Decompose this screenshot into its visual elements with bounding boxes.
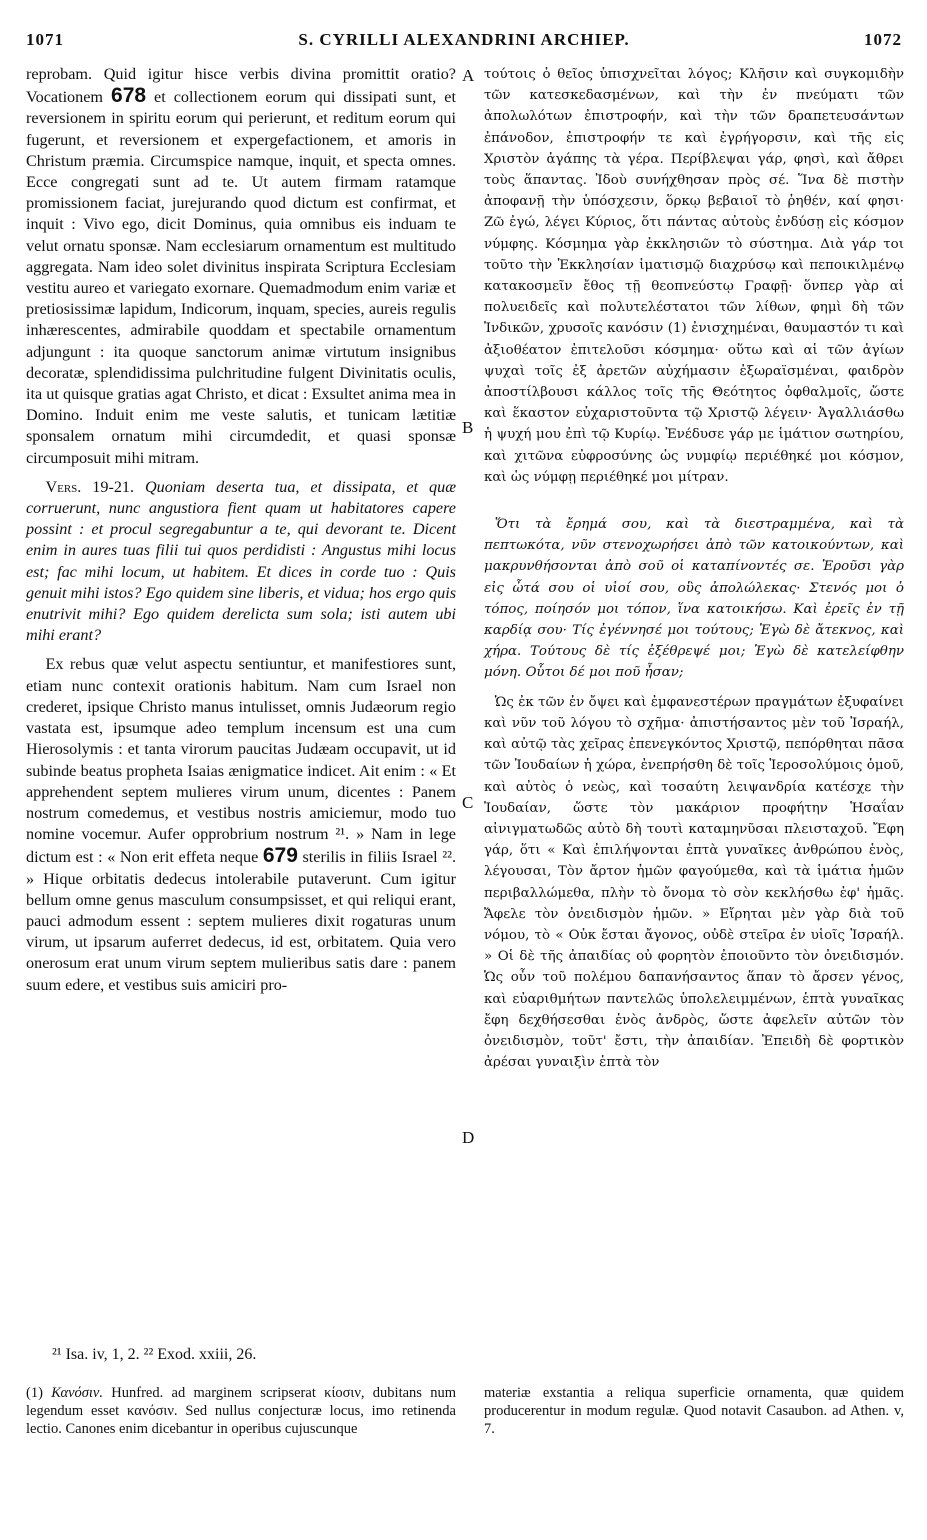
verse-text: Quoniam deserta tua, et dissipata, et quæ corruerunt, nunc angustiora fient quam ut habitatores capere possint : et procul segregabuntur a te, qui devorant te. Dicent enim in aures tuas filii tui quos perdidisti : Angustus mihi locus est; fac mihi locum, ut habitem. Et dices in corde tuo : Quis genuit mihi istos? Ego quidem sine liberis, et vidua; hos ergo quis enutrivit mihi? Ego quidem derelicta sum sola; isti autem ubi mihi erant? xyxy=(26,477,456,645)
latin-text: Ex rebus quæ velut aspectu sentiuntur, et manifestiores sunt, etiam nunc contexit orationis habitum. Nam cum Israel non crederet, ipsique Christo manus intulisset, omnis Judæorum regio vastata est, ipsumque adeo templum incensum est una cum Hierosolymis : et tanta virorum paucitas Judæam occupavit, ut id subinde beatus propheta Isaias ænigmatice indicet. Ait enim : « Et apprehendent septem mulieres virum unum, dicentes : Panem nostrum comedemus, et vestibus nostris amiciemur, modo tuo nomine vocemur. Aufer opprobrium nostrum ²¹. » Nam in lege dictum est : « Non erit effeta neque xyxy=(26,655,456,867)
column-marker-678: 678 xyxy=(111,84,147,108)
running-title: S. CYRILLI ALEXANDRINI ARCHIEP. xyxy=(298,30,630,49)
page-header xyxy=(26,30,902,56)
footnote-right xyxy=(484,1384,904,1438)
greek-paragraph-1: τούτοις ὁ θεῖος ὑπισχνεῖται λόγος; Κλῆσιν καὶ συγκομιδὴν τῶν κατεσκεδασμένων, καὶ τὴν ἐν πνεύματι τῶν ἀπολωλότων ἐπιστροφήν, καὶ τὴν τῶν δραπετευσάντων ἐπάνοδον, ἐπιστροφήν τε καὶ ἐγρήγορσιν, καὶ τῆς εἰς Χριστὸν ἀγάπης τὰ γέρα. Περίβλεψαι γάρ, φησὶ, καὶ ἄθρει τοὺς ἅπαντας. Ἰδοὺ συνήχθησαν πρὸς σέ. Ἵνα δὲ πιστὴν ἀποφανῇ τὴν ὑπόσχεσιν, ὅρκῳ βεβαιοῖ τὸ ῥηθέν, καί φησι· Ζῶ ἐγώ, λέγει Κύριος, ὅτι πάντας αὐτοὺς ἐνδύσῃ εἰς κόσμον νύμφης. Κόσμημα γὰρ ἐκκλησιῶν τὸ σύστημα. Διὰ γάρ τοι τοῦτο τὴν Ἐκκλησίαν ἱματισμῷ διαχρύσῳ καὶ πεποικιλμένῳ κατακοσμεῖν ἔθος τῇ θεοπνεύστῳ Γραφῇ· ὅνπερ γὰρ αἱ πολυειδεῖς καὶ πολυτελέστατοι τῶν λίθων, φημὶ δὴ τῶν Ἰνδικῶν, χρυσοῖς κανόσιν (1) ἐνισχημέναι, θαυμαστόν τι καὶ ἀξιοθέατον ἐπιτελοῦσι κόσμημα· οὕτω καὶ αἱ τῶν ἁγίων ψυχαὶ τοῖς ἐξ ἀρετῶν αὐχήμασιν ἐξωραϊσμέναι, φαιδρὸν ἀποστίλβουσι κάλλος τοῖς τῆς Θεότητος ὀφθαλμοῖς, ὥστε καὶ ἕκαστον εὐχαριστοῦντα τῷ Χριστῷ λέγειν· Ἀγαλλιάσθω ἡ ψυχή μου ἐπὶ τῷ Κυρίῳ. Ἐνέδυσε γάρ με ἱμάτιον σωτηρίου, καὶ χιτῶνα εὐφροσύνης ὡς νυμφίῳ περιέθηκέ μοι κόσμον, καὶ ὡς νύμφῃ περιέθηκέ μοι μίτραν. xyxy=(484,67,904,485)
latin-text: reprobam. Quid igitur hisce verbis divina promittit oratio? Vocationem xyxy=(26,65,456,107)
footnote-lemma: Κανόσιν. xyxy=(51,1385,103,1401)
footnote-text-continued: materiæ exstantia a reliqua superficie ornamenta, quæ quidem producerentur in modum regulæ. Quod notavit Casaubon. ad Athen. v, 7. xyxy=(484,1385,904,1437)
verse-label: Vers. 19-21. xyxy=(45,477,135,496)
latin-verse-paragraph xyxy=(26,477,456,647)
latin-text: et collectionem eorum qui dissipati sunt, et reversionem in spiritu eorum qui perierunt, et reditum eorum qui fugerunt, et reversionem et expergefactionem, et amoris in Christum præmia. Circumspice namque, inquit, et specta omnes. Ecce congregati sunt ad te. Ut autem firmam ratamque promissionem faciat, jurejurando quod dictum est confirmat, et inquit : Vivo ego, dicit Dominus, quia omnibus eis induam te velut ornatu sponsæ. Nam ecclesiarum ornamentum est multitudo aggregata. Nam ideo solet divinitus inspirata Scriptura Ecclesiam vestitu aureo et variegato exornare. Quemadmodum enim variæ et pretiosissimæ lapidum, Indicorum, inquam, species, aureis regulis inhærescentes, admirabile quoddam et spectabile ornamentum adjungunt : ita quoque sanctorum animæ virtutum insignibus decoratæ, splendidissima pulchritudine fulgent Divinitatis oculis, ita ut quisque gratias agat Christo, et dicat : Exsultet anima mea in Domino. Induit enim me veste salutis, et tunicam lætitiæ sponsalem ornatum mihi circumdedit, et quasi sponsæ circumposuit mihi mitram. xyxy=(26,88,456,467)
greek-verse: Ὅτι τὰ ἔρημά σου, καὶ τὰ διεστραμμένα, καὶ τὰ πεπτωκότα, νῦν στενοχωρήσει ἀπὸ τῶν κατοικούντων, καὶ μακρυνθήσονται ἀπὸ σοῦ οἱ καταπίνοντές σε. Ἐροῦσι γὰρ εἰς ὦτά σου οἱ υἱοί σου, οὓς ἀπολώλεκας· Στενός μοι ὁ τόπος, ποίησόν μοι τόπον, ἵνα κατοικήσω. Καὶ ἐρεῖς ἐν τῇ καρδίᾳ σου· Τίς ἐγέννησέ μοι τούτους; Ἐγὼ δὲ ἄτεκνος, καὶ χήρα. Τούτους δὲ τίς ἐξέθρεψέ μοι; Ἐγὼ δὲ κατελείφθην μόνη. Οὗτοι δέ μοι ποῦ ἦσαν; xyxy=(484,517,904,681)
margin-letter-b: B xyxy=(462,418,474,437)
footnote-text: Hunfred. ad marginem scripserat κίοσιν, dubitans num legendum esset κανόσιν. Sed nullus conjecturæ locus, imo retinenda lectio. Canones enim dicebantur in operibus cujuscunque xyxy=(26,1385,456,1437)
scripture-references: ²¹ Isa. iv, 1, 2. ²² Exod. xxiii, 26. xyxy=(52,1346,257,1363)
margin-letter-d: D xyxy=(462,1128,475,1147)
column-marker-679: 679 xyxy=(262,844,298,868)
greek-column xyxy=(484,64,904,1073)
greek-paragraph-3: Ὡς ἐκ τῶν ἐν ὄψει καὶ ἐμφανεστέρων πραγμάτων ἐξυφαίνει καὶ νῦν τοῦ λόγου τὸ σχῆμα· ἀπιστήσαντος μὲν τοῦ Ἰσραήλ, καὶ αὐτῷ τὰς χεῖρας ἐπενεγκόντος Χριστῷ, πεπόρθηται πᾶσα τῶν Ἰουδαίων ἡ χώρα, ἐνεπρήσθη δὲ τοῖς Ἱεροσολύμοις ὁμοῦ, καὶ αὐτὸς ὁ νεὼς, καὶ τοσαύτη λειψανδρία κατέσχε τὴν Ἰουδαίαν, ὥστε τὸν μακάριον προφήτην Ἡσαΐαν αἰνιγματωδῶς αὐτὸ δὴ τουτὶ καταμηνῦσαι πλεισταχοῦ. Ἔφη γάρ, ὅτι « Καὶ ἐπιλήψονται ἑπτὰ γυναῖκες ἀνθρώπου ἑνὸς, λέγουσαι, Τὸν ἄρτον ἡμῶν φαγούμεθα, καὶ τὰ ἱμάτια ἡμῶν περιβαλλώμεθα, πλὴν τὸ ὄνομα τὸ σὸν κεκλήσθω ἐφ' ἡμᾶς. Ἄφελε τὸν ὀνειδισμὸν ἡμῶν. » Εἴρηται μὲν γὰρ διὰ τοῦ νόμου, τὸ « Οὐκ ἔσται ἄγονος, οὐδὲ στεῖρα ἐν υἱοῖς Ἰσραήλ. » Οἱ δὲ τῆς ἀπαιδίας οὐ φορητὸν ἐποιοῦντο τὸν ὀνειδισμόν. Ὡς οὖν τοῦ πολέμου δαπανήσαντος ἅπαν τὸ ἄρσεν γένος, καὶ εὐαριθμήτων παντελῶς ὑπολελειμμένων, ἑπτὰ γυναῖκας ἔφη δεχθήσεσθαι ἑνὸς ἀνδρὸς, ὥστε ἀφελεῖν αὐτῶν τὸν ὀνειδισμὸν, τοῦτ' ἔστι, τὴν ἀπαιδίαν. Ἐπειδὴ δὲ φορτικὸν ἀρέσαι γυναιξὶν ἑπτὰ τὸν xyxy=(484,694,904,1071)
page-number-right: 1072 xyxy=(864,30,902,49)
latin-paragraph-3 xyxy=(26,654,456,995)
latin-paragraph-1 xyxy=(26,64,456,469)
latin-column xyxy=(26,64,456,996)
latin-text: sterilis in filiis Israel ²². » Hique orbitatis dedecus intolerabile putaverunt. Cum igitur bellum omne genus masculum consumpsisset, et qui reliqui erant, pauci admodum essent : septem mulieres dixit rogaturas unum virum, ut ipsarum auferret dedecus, id est, orbitatem. Quia vero onerosum erat unum virum septem mulieribus satis dare : panem suum edere, et vestibus suis amiciri pro- xyxy=(26,848,456,994)
margin-letter-a: A xyxy=(462,66,475,85)
footnote-left xyxy=(26,1384,456,1438)
margin-letter-c: C xyxy=(462,793,474,812)
footnote-number: (1) xyxy=(26,1385,52,1401)
page-number-left: 1071 xyxy=(26,30,64,49)
